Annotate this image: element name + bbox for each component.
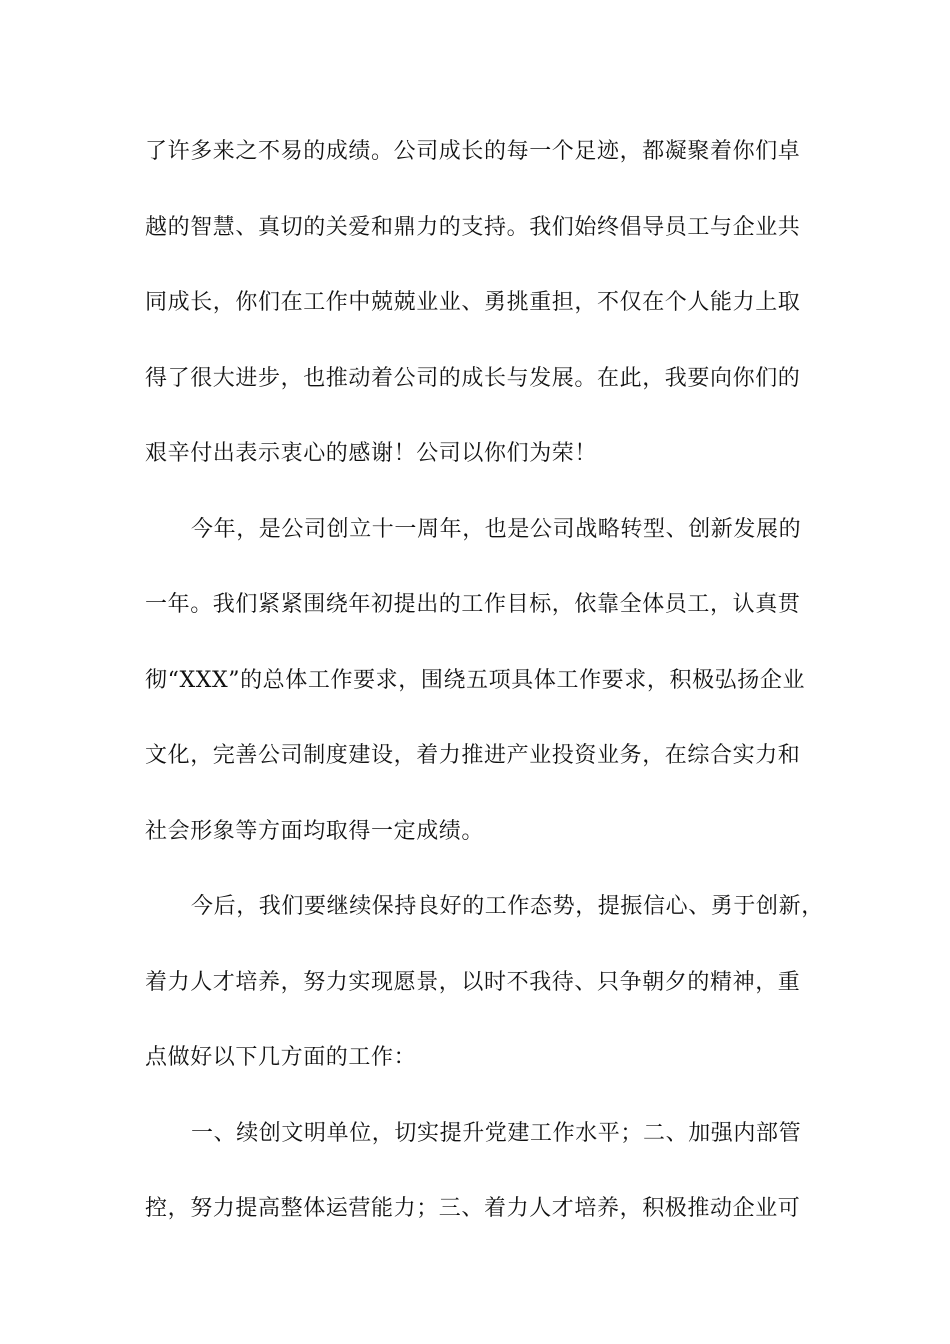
text-line: 着力人才培养，努力实现愿景，以时不我待、只争朝夕的精神，重 (145, 969, 801, 995)
text-line: 文化，完善公司制度建设，着力推进产业投资业务，在综合实力和 (145, 743, 801, 768)
text-line: 彻“XXX”的总体工作要求，围绕五项具体工作要求，积极弘扬企业 (145, 667, 806, 693)
text-line: 越的智慧、真切的关爱和鼎力的支持。我们始终倡导员工与企业共 (145, 214, 801, 240)
text-line: 了许多来之不易的成绩。公司成长的每一个足迹，都凝聚着你们卓 (145, 139, 801, 164)
paragraph-1 (145, 129, 815, 507)
text-line: 得了很大进步，也推动着公司的成长与发展。在此，我要向你们的 (145, 365, 801, 391)
text-line: 一年。我们紧紧围绕年初提出的工作目标，依靠全体员工，认真贯 (145, 592, 801, 617)
text-line: 社会形象等方面均取得一定成绩。 (145, 818, 485, 844)
paragraph-2 (145, 507, 815, 885)
text-line: 控，努力提高整体运营能力；三、着力人才培养，积极推动企业可 (145, 1196, 801, 1221)
paragraph-4 (145, 1111, 815, 1262)
text-line: 一、续创文明单位，切实提升党建工作水平；二、加强内部管 (191, 1120, 802, 1146)
paragraph-3 (145, 884, 824, 1111)
text-line: 艰辛付出表示衷心的感谢！公司以你们为荣！ (145, 441, 598, 466)
text-line: 点做好以下几方面的工作： (145, 1045, 417, 1070)
document-body (145, 129, 824, 1262)
text-line: 同成长，你们在工作中兢兢业业、勇挑重担，不仅在个人能力上取 (145, 290, 801, 315)
text-line: 今年，是公司创立十一周年，也是公司战略转型、创新发展的 (191, 516, 802, 542)
text-line: 今后，我们要继续保持良好的工作态势，提振信心、勇于创新， (191, 894, 824, 919)
